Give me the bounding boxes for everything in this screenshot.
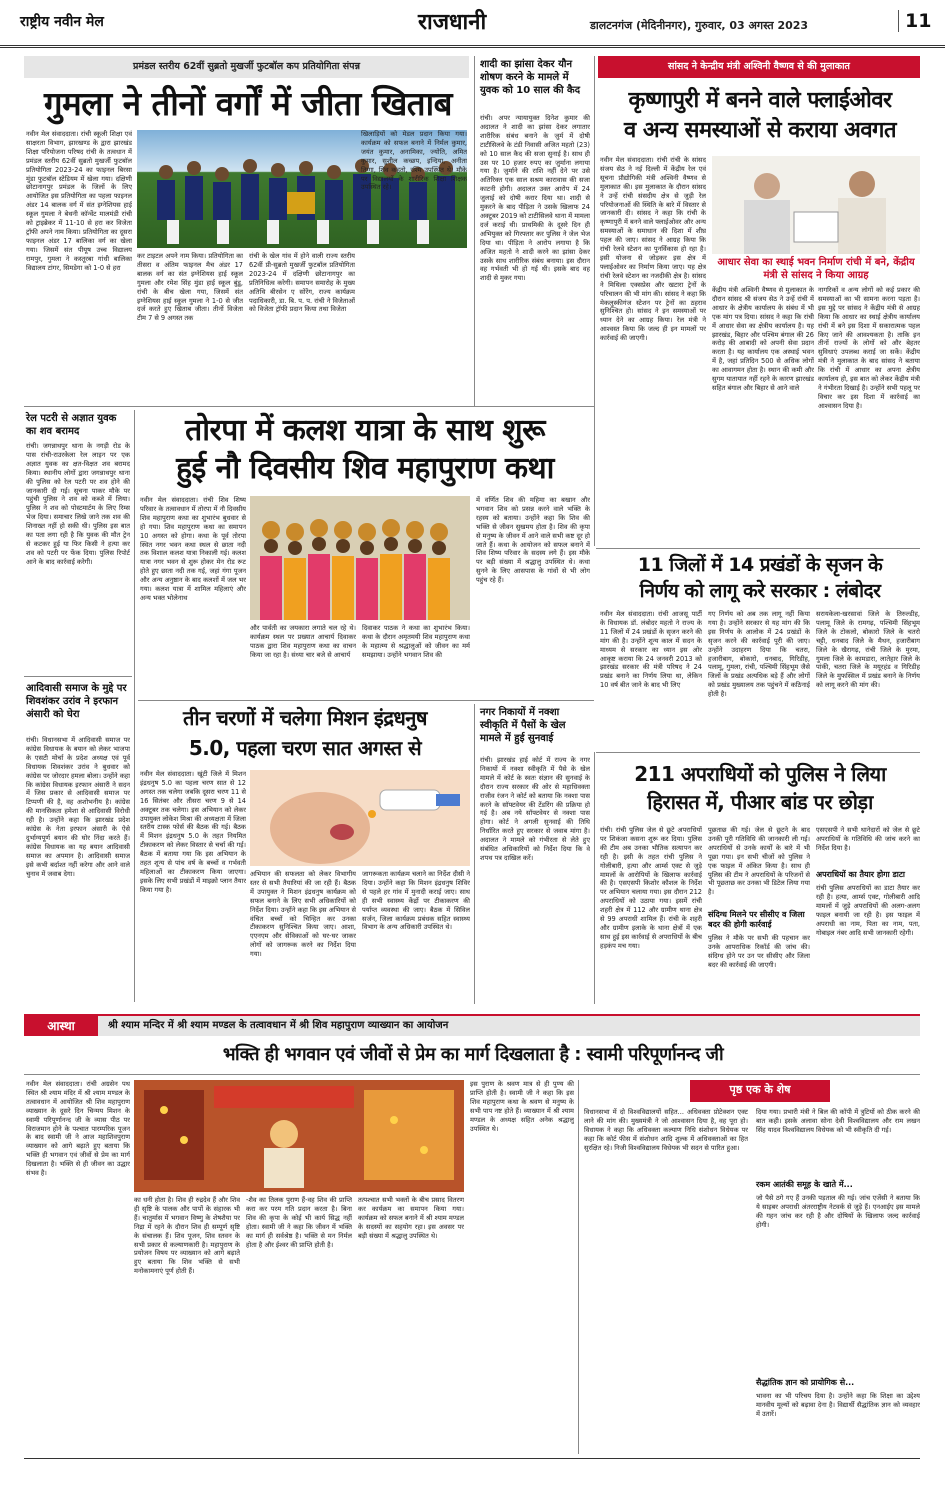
blocks-col3: सरायकेला-खरसावां जिले के तिरुल्डीह, पलामू जिले के रामगढ़, पश्चिमी सिंहभूम जिले के टोकलो, बोकारो जिले के चतरो चट्टी, धनबाद जिले के मैथन, हजारीबाग जिले के खैरागढ़, रांची जिले के मुरमा, गुमला जिले के कामडारा, लातेहार जिले के पांकी, चतरा जिले के मयूरहंड व गिरिडीह जिले के मुफस्सिल में प्रखंड बनाने के निर्णय को लागू करने की मांग की। [816,610,920,690]
flyover-headline-line2: व अन्य समस्याओं से कराया अवगत [623,118,896,143]
gumla-col2: कर टाइटल अपने नाम किया। प्रतियोगिता का तीसरा व अंतिम फाइनल मैच अंडर 17 बालक वर्ग का संत इग्नेशियस हाई स्कूल गुमला और रमेश सिंह मुंडा हाई स्कूल बुंडू, रांची के बीच खेला गया, जिसमें संत इग्नेशियस हाई स्कूल गुमला ने 1-0 से जीत दर्ज करते हुए खिताब जीता। तीनों विजेता टीम 7 से 9 अगस्त तक [137,252,243,323]
blocks-col2: गए निर्णय को अब तक लागू नहीं किया गया है। उन्होंने सरकार से यह मांग की कि इस निर्णय के आलोक में 24 प्रखंडों के सृजन करने की कार्रवाई पूरी की जाए। उन्होंने उदाहरण दिया कि चतरा, हजारीबाग, बोकारो, धनबाद, गिरिडीह, पलामू, गुमला, रांची, पश्चिमी सिंहभूम जैसे जिलों के प्रखंड अत्यधिक बड़े हैं और लोगों को प्रखंड मुख्यालय तक पहुंचने में कठिनाई होती है। [708,610,810,699]
flyover-col2: केंद्रीय मंत्री अश्विनी वैष्णव से मुलाकात के दौरान सांसद श्री संजय सेठ ने उन्हें रांची में आधार के क्षेत्रीय कार्यालय के संबंध में भी एक मांग पत्र दिया। सांसद ने कहा कि रांची में आधार सेवा का क्षेत्रीय कार्यालय है। यह झारखंड, बिहार और पश्चिम बंगाल की 26 करोड़ की आबादी को अपनी सेवा प्रदान करता है। यह कार्यालय एक अस्थाई भवन में है, जहां प्रतिदिन 500 से अधिक लोगों का आवागमन होता है। स्थान की कमी और सुगम यातायात नहीं रहने के कारण झारखंड सहित बंगाल और बिहार से आने वाले [712,286,814,392]
section-title: राजधानी [418,10,487,35]
masthead [0,0,945,48]
shyam-mandir-photo [134,1080,464,1192]
page-one-subhead2: सैद्धांतिक ज्ञान को प्रायोगिक से... [756,1378,855,1387]
kalash-headline-line1: तोरपा में कलश यात्रा के साथ शुरू [185,413,545,448]
marriage-body: रांची। अपर न्यायायुक्त दिनेश कुमार की अदालत ने शादी का झांसा देकर लगातार शारीरिक संबंध बनाने के जुर्म में दोषी टाटीसिलवे के टंडी निवासी अजित महतो (23) को 10 साल कैद की सजा सुनाई है। साथ ही उस पर 10 हजार रुपए का जुर्माना लगाया गया है। जुर्माने की राशि नहीं देने पर उसे अतिरिक्त एक साल सश्रम कारावास की सजा काटनी होगी। अदालत उक्त आरोप में 24 जुलाई को दोषी करार दिया था। शादी से मुकरने के बाद पीड़िता ने उसके खिलाफ 24 अक्टूबर 2019 को टाटीसिलवे थाना में मामला दर्ज कराई थी। प्राथमिकी के दूसरे दिन ही अभियुक्त को गिरफ्तार कर पुलिस ने जेल भेज दिया था। पीड़िता ने आरोप लगाया है कि अजित महतो ने शादी करने का झांसा देकर उसके साथ शारीरिक संबंध बनाया। इस दौरान वह गर्भवती भी हो गई थी। इसके बाद वह शादी से मुकर गया। [480,114,590,283]
gumla-kicker-band [24,56,469,78]
gumla-col1: नवीन मेल संवाददाता। रांची स्कूली शिक्षा एवं साक्षरता विभाग, झारखण्ड के द्वारा झारखंड शिक्षा परियोजना परिषद रांची के तत्वधान में प्रमंडल स्तरीय 62वीं सुब्रतो मुखर्जी फुटबॉल प्रतियोगिता 2023-24 का फाइनल बिरसा मुंडा फुटबॉल स्टेडियम में खेला गया। दक्षिणी छोटानागपुर प्रमंडल के जिलों के लिए आयोजित इस प्रतियोगिता का पहला फाइनल अंडर 14 बालक वर्ग में संत इग्नेशियस हाई स्कूल गुमला ने बेथनी कॉन्वेंट मालमंडी रांची को ट्राइब्रेकर में 11-10 से हरा कर विजेता ट्रॉफी अपने नाम किया। प्रतियोगिता का दूसरा फाइनल अंडर 17 बालिका वर्ग का खेला गया। जिसमें संत पीयूष उच्च विद्यालय रामपुर, गुमला ने कस्तूरबा गांधी बालिका विद्यालय टांगर, सिमडेगा को 1-0 से हरा [26,130,132,272]
flyover-col3: नागरिकों व अन्य लोगों को कई प्रकार की समस्याओं का भी सामना करना पड़ता है। इस मुद्दे पर सांसद ने केंद्रीय मंत्री से आग्रह किया कि आधार का स्थाई क्षेत्रीय कार्यालय रांची में बने इस दिशा में सकारात्मक पहल किए जाने की आवश्यकता है। ताकि इन तीनों राज्यों के लोगों को और बेहतर सुविधाएं उपलब्ध कराई जा सकें। केंद्रीय मंत्री ने मुलाकात के बाद सांसद ने बताया कि रांची में आधार का अपना क्षेत्रीय कार्यालय हो, इस बात को लेकर केंद्रीय मंत्री ने गंभीरता दिखाई है। उन्होंने सभी पहलू पर विचार कर इस दिशा में कार्रवाई का आश्वासन दिया है। [818,286,920,410]
flyover-headline-line1: कृष्णापुरी में बनने वाले फ्लाईओवर [628,88,892,113]
rail-body: रांची। जगन्नाथपुर थाना के नगड़ी रोड के पास रांची-राउरकेला रेल लाइन पर एक अज्ञात युवक का क्षत-विक्षत शव बरामद किया। स्थानीय लोगों द्वारा जगन्नाथपुर थाना की पुलिस को रेल पटरी पर शव होने की जानकारी दी गई। सूचना पाकर मौके पर पहुंची पुलिस ने शव को कब्जे में लिया। पुलिस ने शव को पोस्टमार्टम के लिए रिम्स भेज दिया। समाचार लिखे जाने तक शव की शिनाख्त नहीं हो सकी थी। पुलिस इस बात का पता लगा रही है कि युवक की मौत ट्रेन से कटकर हुई या फिर किसी ने हत्या कर शव को पटरी पर फेंक दिया। पुलिस रिपोर्ट आने के बाद कार्रवाई करेगी। [26,442,130,566]
gumla-headline: गुमला ने तीनों वर्गों में जीता खिताब [43,84,453,123]
page-one-label-box [690,1080,830,1102]
tribal-headline: आदिवासी समाज के मुद्दे पर शिवशंकर उरांव ने इरफान अंसारी को घेरा [26,683,127,720]
rail-headline: रेल पटरी से अज्ञात युवक का शव बरामद [26,413,117,437]
page-one-col2b: जो पैसे ठगे गए हैं उनकी पड़ताल की गई। जांच एजेंसी ने बताया कि ये साइबर अपराधी अंतरराष्ट्रीय नेटवर्क से जुड़े हैं। एनआईए इस मामले की गहन जांच कर रही है और दोषियों के खिलाफ जल्द कार्रवाई होगी। [756,1194,920,1229]
gumla-col4: खिलाड़ियों को मेडल प्रदान किया गया। कार्यक्रम को सफल बनाने में निर्मल कुमार, जयंत कुमार, अनामिका, ज्योति, अमित कुमार, सुशील कच्छप, इन्दिया, अनीता तिग्गा, शिव कहतो, रश्मि उपस्थित थे। मौके पर विद्यालयों के शारीरिक शिक्षा शिक्षक उपस्थित रहे। [361,130,467,192]
aastha-col5: इस पुराण के श्रवण मात्र से ही पुण्य की प्राप्ति होती है। स्वामी जी ने कहा कि इस शिव महापुराण कथा के श्रवण से मनुष्य के सभी पाप नष्ट होते हैं। व्याख्यान में श्री श्याम मण्डल के अध्यक्ष सहित अनेक श्रद्धालु उपस्थित थे। [470,1080,574,1133]
aastha-col1: नवीन मेल संवाददाता। रांची अग्रसेन पथ स्थित श्री श्याम मंदिर में श्री श्याम मण्डल के तत्वावधान में आयोजित श्री शिव महापुराण व्याख्यान के दूसरे दिन चिन्मय मिशन के स्वामी परिपूर्णानन्द जी के व्यास पीठ पर विराजमान होने के पश्चात पारम्परिक पूजन के बाद स्वामी जी ने आज महाशिवपुराण व्याख्यान को आगे बढ़ाते हुए बताया कि भक्ति ही भगवान एवं जीवों से प्रेम का मार्ग दिखलाता है। भक्ति से ही जीवन का उद्धार संभव है। [26,1080,130,1178]
indradhanush-headline-line1: तीन चरणों में चलेगा मिशन इंद्रधनुष [183,706,427,730]
kalash-headline-line2: हुई नौ दिवसीय शिव महापुराण कथा [176,451,554,486]
kalash-procession-photo [250,496,470,620]
gumla-kicker: प्रमंडल स्तरीय 62वीं सुब्रतो मुखर्जी फुटबॉल कप प्रतियोगिता संपन्न [133,61,360,72]
blocks-headline-line1: 11 जिलों में 14 प्रखंडों के सृजन के [637,554,883,576]
kalash-col1: नवीन मेल संवाददाता। रांची शिव शिष्य परिवार के तत्वावधान में तोरपा में नौ दिवसीय शिव महापुराण कथा का शुभारंभ बुधवार से हो गया। शिव महापुराण कथा का समापन 10 अगस्त को होगा। कथा के पूर्व तोरपा स्थित नगर भवन कथा स्थल से छाता नदी तक विशाल कलश यात्रा निकाली गई। कलश यात्रा नगर भवन से शुरू होकर मेन रोड रूट होते हुए छाता नदी तक गई, जहां गंगा पूजन और अन्य अनुष्ठान के बाद कलशों में जल भर गया। कलश यात्रा में शामिल महिलाएं और अन्य भक्त भोलेनाथ [140,496,246,602]
indradhanush-col2: अभियान की सफलता को लेकर विभागीय स्तर से सभी तैयारियां की जा रही हैं। बैठक में उपायुक्त ने मिशन इंद्रधनुष कार्यक्रम को सफल बनाने के लिए सभी अधिकारियों को निर्देश दिया। उन्होंने कहा कि इस अभियान से वंचित बच्चों को चिन्हित कर उनका टीकाकरण सुनिश्चित किया जाए। आशा, एएनएम और सेविकाओं को घर-घर जाकर लोगों को जागरूक करने का निर्देश दिया गया। [250,870,356,959]
criminals-col2b: पुलिस ने मौके पर सभी की पहचान कर उनके आपराधिक रिकॉर्ड की जांच की। संदिग्ध होने पर उन पर सीसीए और जिला बदर की कार्रवाई की जाएगी। [708,934,810,969]
aastha-col4: तत्पश्चात सभी भक्तों के बीच प्रसाद वितरण कर कार्यक्रम का समापन किया गया। कार्यक्रम को सफल बनाने में श्री श्याम मण्डल के सदस्यों का सहयोग रहा। इस अवसर पर बड़ी संख्या में श्रद्धालु उपस्थित थे। [358,1196,464,1240]
page-one-col1: विधानसभा में दो विश्वविद्यालयों सहित... अधिवक्ता प्रोटेक्शन एक्ट लाने की मांग की। मुख्यमंत्री ने जो आश्वासन दिया है, वह पूरा हो। विधायक ने कहा कि अधिवक्ता कल्याण निधि संशोधन विधेयक पर कहा कि कोर्ट फीस में संशोधन आदि शुल्क में अधिवक्ताओं का हित सुरक्षित रहे। निजी विश्वविद्यालय विधेयक भी सदन से पारित हुआ। [584,1108,748,1152]
indradhanush-col3: जागरूकता कार्यक्रम चलाने का निर्देश दीसी ने दिया। उन्होंने कहा कि मिशन इंद्रधनुष शिविर से पहले हर गांव में मुनादी कराई जाए। साथ ही सभी स्वास्थ्य केंद्रों पर टीकाकरण की पर्याप्त व्यवस्था की जाए। बैठक में सिविल सर्जन, जिला कार्यक्रम प्रबंधक सहित स्वास्थ्य विभाग के अन्य अधिकारी उपस्थित थे। [362,870,470,932]
indradhanush-col1: नवीन मेल संवाददाता। खूंटी जिले में मिशन इंद्रधनुष 5.0 का पहला चरण सात से 12 अगस्त तक चलेगा जबकि दूसरा चरण 11 से 16 सितंबर और तीसरा चरण 9 से 14 अक्टूबर तक चलेगा। इस अभियान को लेकर उपायुक्त लोकेश मिश्रा की अध्यक्षता में जिला स्तरीय टास्क फोर्स की बैठक की गई। बैठक में मिशन इंद्रधनुष 5.0 के तहत नियमित टीकाकरण को लेकर विस्तार से चर्चा की गई। बैठक में बताया गया कि इस अभियान के तहत शून्य से पांच वर्ष के बच्चों व गर्भवती महिलाओं का टीकाकरण किया जाएगा। इसके लिए सभी प्रखंडों में माइक्रो प्लान तैयार किया गया है। [140,770,246,894]
flyover-col1: नवीन मेल संवाददाता। रांची रांची के सांसद संजय सेठ ने नई दिल्ली में केंद्रीय रेल एवं सूचना प्रौद्योगिकी मंत्री अश्विनी वैष्णव से मुलाकात की। इस मुलाकात के दौरान सांसद ने उन्हें रांची संसदीय क्षेत्र से जुड़ी रेल परियोजनाओं की स्थिति के बारे में विस्तार से जानकारी दी। सांसद ने कहा कि रांची के कृष्णापुरी में बनने वाले फ्लाईओवर और अन्य समस्याओं के समाधान की दिशा में शीघ्र पहल की जाए। सांसद ने आग्रह किया कि रांची रेलवे स्टेशन का पुनर्विकास हो रहा है। इसी योजना से जोड़कर इस क्षेत्र में फ्लाईओवर का निर्माण किया जाए। यह क्षेत्र रांची रेलवे स्टेशन का नजदीकी क्षेत्र है। सांसद ने मिथिला एक्सप्रेस और खटारा ट्रेनों के परिचालन की भी मांग की। सांसद ने कहा कि मेकलुस्कीगंज स्टेशन पर ट्रेनों का ठहराव सुनिश्चित हो। सांसद ने इन समस्याओं पर ध्यान देने का आग्रह किया। रेल मंत्री ने आश्वस्त किया कि जल्द ही इन मामलों पर कार्रवाई की जाएगी। [600,156,706,343]
flyover-kicker-band [598,56,920,78]
flyover-meeting-photo [712,156,920,254]
page-one-col2c: भावना का भी परिचय दिया है। उन्होंने कहा कि शिक्षा का उद्देश्य मानवीय मूल्यों को बढ़ावा देना है। विद्यार्थी सैद्धांतिक ज्ञान को व्यवहार में उतारें। [756,1392,920,1418]
nagar-headline: नगर निकायों में नक्शा स्वीकृति में पैसों के खेल मामले में हुई सुनवाई [480,707,566,744]
blocks-col1: नवीन मेल संवाददाता। रांची आजसू पार्टी के विधायक डॉ. लंबोदर महतो ने राज्य के 11 जिलों में 24 प्रखंडों के सृजन करने की मांग की है। उन्होंने शून्य काल में सदन के माध्यम से सरकार का ध्यान इस ओर आकृष्ट कराया कि 24 जनवरी 2013 को झारखंड सरकार की मंत्री परिषद ने 24 प्रखंड बनाने का निर्णय लिया था, लेकिन 10 वर्ष बीत जाने के बाद भी लिए [600,610,702,690]
criminals-col2: पूछताछ की गई। जेल से छूटने के बाद उनकी पूरी गतिविधि की जानकारी ली गई। अपराधियों से उनके कार्यों के बारे में भी पूछा गया। इन सभी चीजों को पुलिस ने एक फाइल में अंकित किया है। साथ ही पुलिस की टीम ने अपराधियों के परिजनों से भी पूछताछ कर उनका भी डिटेल लिया गया है। [708,826,810,897]
criminals-headline-line1: 211 अपराधियों को पुलिस ने लिया [634,762,886,786]
flyover-kicker: सांसद ने केन्द्रीय मंत्री अश्विनी वैष्णव से की मुलाकात [668,61,850,72]
aastha-band [24,1014,920,1036]
flyover-photo-caption: आधार सेवा का स्थाई भवन निर्माण रांची में बने, केंद्रीय मंत्री से सांसद ने किया आग्रह [717,257,915,281]
kalash-col3: दिवाकर पाठक ने कथा का शुभारंभ किया। कथा के दौरान अमृतमयी शिव महापुराण कथा के महात्म्य से श्रद्धालुओं को जीवन का मर्म समझाया। उन्होंने भगवान शिव की [362,624,470,659]
criminals-col3b: रांची पुलिस अपराधियों का डाटा तैयार कर रही है। हत्या, आर्म्स एक्ट, गोलीबारी आदि मामलों में जुड़े अपराधियों की अलग-अलग फाइल बनायी जा रही है। इस फाइल में अपराधी का नाम, पिता का नाम, पता, गोबाइल नंबर आदि सभी जानकारी रहेगी। [816,884,920,937]
blocks-headline-line2: निर्णय को लागू करे सरकार : लंबोदर [639,580,881,602]
page-one-col2: दिया गया। प्रभारी मंत्री ने बिल की कॉपी में त्रुटियों को ठीक करने की बात कही। इसके अलावा सोना देवी विश्वविद्यालय और राम लखन सिंह यादव विश्वविद्यालय विधेयक को भी स्वीकृति दी गई। [756,1108,920,1134]
gumla-col3: रांची के खेल गांव में होने वाली राज्य स्तरीय 62वीं प्री-सुब्रतो मुखर्जी फुटबॉल प्रतियोगिता 2023-24 में दक्षिणी छोटानागपुर का प्रतिनिधित्व करेगी। समापन समारोह के मुख्य अतिथि बीरसेन ए सोरेंग, राज्य कार्यक्रम पदाधिकारी, डा. बि. प. प. रांची ने विजेताओं को विजेता ट्रॉफी प्रदान किया तथा विजेता [249,252,355,314]
aastha-col2: का धनी होता है। शिव ही रुद्रदेव हैं और शिव ही सृष्टि के पालक और पापों के संहारक भी हैं। चातुर्मास में भगवान विष्णु के शेषशैया पर निद्रा में रहने के दौरान शिव ही सम्पूर्ण सृष्टि के संचालक हैं। शिव पूजन, शिव स्तवन के सभी प्रकार से कल्याणकारी है। महापुराण के प्रयोजन विषय पर व्याख्यान को आगे बढ़ाते हुए बताया कि शिव भक्ति से सभी मनोकामनाएं पूर्ण होती हैं। [134,1196,240,1276]
aastha-label: आस्था [24,1016,98,1036]
page-one-label: पृष्ठ एक के शेष [729,1083,791,1096]
nagar-body: रांची। झारखंड हाई कोर्ट में राज्य के नगर निकायों में नक्शा स्वीकृति में पैसे के खेल मामले में कोर्ट के स्वतः संज्ञान की सुनवाई के दौरान राज्य सरकार की ओर से महाधिवक्ता राजीव रंजन ने कोर्ट को बताया कि नक्शा पास करने के सॉफ्टवेयर की टेंडरिंग की प्रक्रिया हो गई है। अब नये सॉफ्टवेयर से नक्शा पास होगा। कोर्ट ने अगली सुनवाई की तिथि निर्धारित करते हुए सरकार से जवाब मांगा है। अदालत ने मामले को गंभीरता से लेते हुए संबंधित अधिकारियों को निर्देश दिया कि वे शपथ पत्र दाखिल करें। [480,756,590,862]
criminals-subhead2: अपराधियों का तैयार होगा डाटा [816,870,905,879]
indradhanush-headline-line2: 5.0, पहला चरण सात अगस्त से [188,736,422,760]
marriage-headline: शादी का झांसा देकर यौन शोषण करने के मामले में युवक को 10 साल की कैद [480,59,581,96]
criminals-col3: एसएसपी ने सभी थानेदारों को जेल से छूटे अपराधियों के गतिविधि की जांच करने का निर्देश दिया है। [816,826,920,852]
aastha-headline: भक्ति ही भगवान एवं जीवों से प्रेम का मार्ग दिखलाता है : स्वामी परिपूर्णानन्द जी [222,1044,724,1065]
criminals-headline-line2: हिरासत में, पीआर बांड पर छोड़ा [647,790,873,814]
kalash-col4: में वर्णित शिव की महिमा का बखान और भगवान शिव को प्रसन्न करने वाले भक्ति के रहस्य को बताया। उन्होंने कहा कि शिव की भक्ति से जीवन सुखमय होता है। शिव की कृपा से मनुष्य के जीवन में आने वाले सभी कष्ट दूर हो जाते हैं। कथा के आयोजन को सफल बनाने में शिव शिष्य परिवार के सदस्य लगे हैं। इस मौके पर बड़ी संख्या में श्रद्धालु उपस्थित थे। कथा सुनने के लिए आसपास के गांवों से भी लोग पहुंच रहे हैं। [476,496,590,585]
dateline: डालटनगंज (मेदिनीनगर), गुरुवार, 03 अगस्त 2023 [590,19,809,32]
page-number: 11 [898,10,931,32]
kalash-col2: और पार्वती का जयकारा लगाते चल रहे थे। कार्यक्रम स्थल पर प्रख्यात आचार्य दिवाकर पाठक द्वारा शिव महापुराण कथा का वाचन किया जा रहा है। संध्या चार बजे से आचार्य [250,624,356,659]
page-one-subhead1: रकम आतंकी समूह के खाते में... [756,1180,853,1189]
criminals-col1: रांची। रांची पुलिस जेल से छूटे अपराधियों पर शिकंजा कसना शुरू कर दिया। पुलिस की टीम अब उनका भौतिक सत्यापन कर रही है। इसी के तहत रांची पुलिस ने गोलीबारी, हत्या और आर्म्स एक्ट से जुड़े मामलों के आरोपियों के खिलाफ कार्रवाई की है। एसएसपी किशोर कौशल के निर्देश पर अभियान चलाया गया। इस दौरान 212 अपराधियों को उठाया गया। इसमें रांची शहरी क्षेत्र में 112 और ग्रामीण थाना क्षेत्र से 99 अपराधी शामिल हैं। रांची के शहरी और ग्रामीण इलाके के थाना क्षेत्रों में एक साथ हुई इस कार्रवाई से अपराधियों के बीच हड़कंप मच गया। [600,826,702,950]
tribal-body: रांची। विधानसभा में आदिवासी समाज पर कांग्रेस विधायक के बयान को लेकर भाजपा के एसटी मोर्चा के प्रदेश अध्यक्ष एवं पूर्व विधायक शिवशंकर उरांव ने बुधवार को कांग्रेस पर जोरदार हमला बोला। उन्होंने कहा कि कांग्रेस विधायक इरफान अंसारी ने सदन में जिस प्रकार से आदिवासी समाज पर टिप्पणी की है, वह अशोभनीय है। कांग्रेस की मानसिकता हमेशा से आदिवासी विरोधी रही है। उन्होंने कहा कि झारखंड प्रदेश कांग्रेस के नेता इरफान अंसारी के ऐसे दुर्भाग्यपूर्ण बयान की घोर निंदा करते हैं। कांग्रेस विधायक का यह बयान आदिवासी समाज का अपमान है। आदिवासी समाज इसे कभी बर्दाश्त नहीं करेगा और आने वाले चुनाव में जवाब देगा। [26,736,130,878]
aastha-col3: -शैव का तिलक पुराण हैं-वह शिव की प्राप्ति करा कर परम गति प्रदान करता है। बिना शिव की कृपा के कोई भी कार्य सिद्ध नहीं होता। स्वामी जी ने कहा कि जीवन में भक्ति का मार्ग ही सर्वश्रेष्ठ है। भक्ति से मन निर्मल होता है और ईश्वर की प्राप्ति होती है। [246,1196,352,1249]
aastha-band-title: श्री श्याम मन्दिर में श्री श्याम मण्डल के तत्वावधान में श्री शिव महापुराण व्याख्यान का आयोजन [108,1020,449,1031]
newspaper-logo: राष्ट्रीय नवीन मेल [20,14,104,30]
polio-drops-photo [250,770,470,866]
criminals-subhead: संदिग्ध मिलने पर सीसीए व जिला बदर की होगी कार्रवाई [708,910,805,929]
